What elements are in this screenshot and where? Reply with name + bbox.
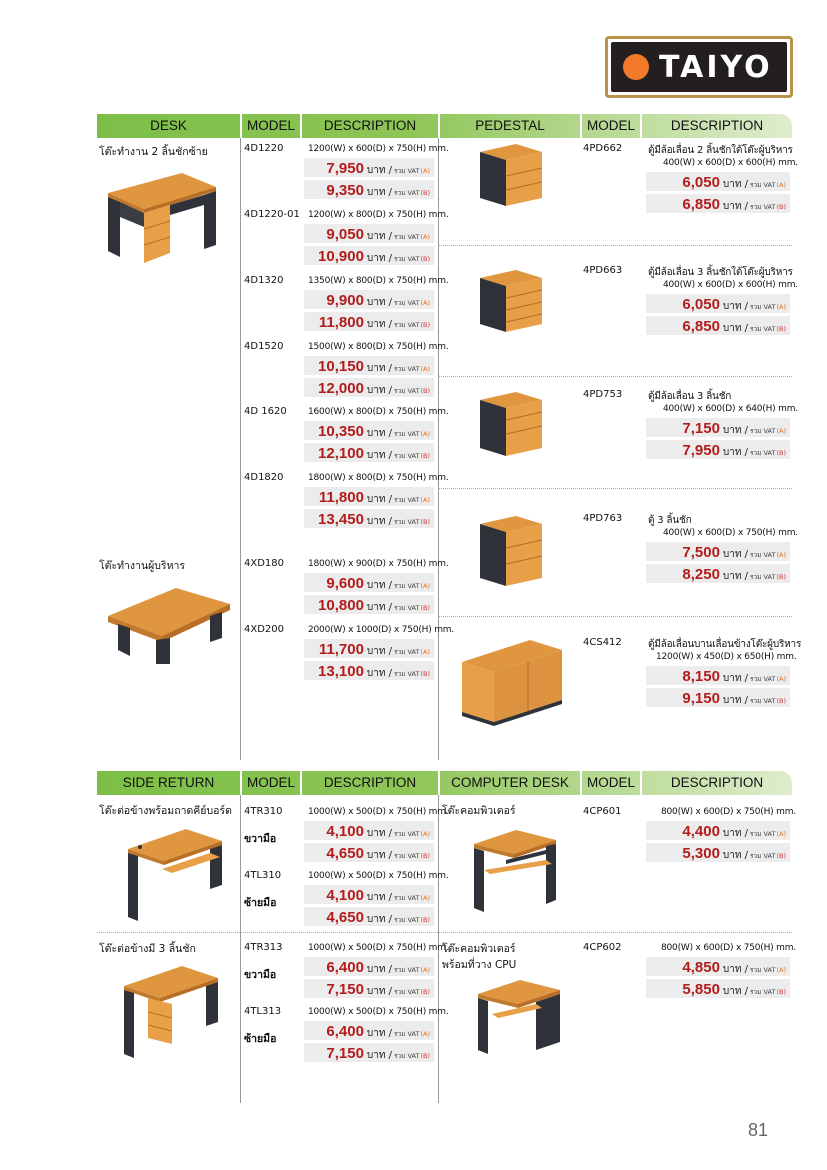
vat-code: (B) (420, 255, 430, 263)
pedestal-dimensions-4: 1200(W) x 450(D) x 650(H) mm. (656, 652, 797, 662)
taiyo-logo (605, 36, 793, 98)
logo-text: TAIYO (659, 49, 773, 85)
pedestal-price-b-2 (646, 440, 790, 460)
price-unit: บาท / (366, 1050, 393, 1061)
price-value: 13,450 (318, 511, 364, 528)
price-value: 9,350 (326, 182, 364, 199)
side-return-price-a-2 (304, 957, 434, 977)
side-return-dimensions-2: 1000(W) x 500(D) x 750(H) mm. (308, 943, 449, 953)
vat-code: (B) (420, 452, 430, 460)
vat-label: รวม VAT (750, 675, 776, 683)
vat-code: (A) (420, 430, 430, 438)
price-unit: บาท / (722, 828, 749, 839)
price-unit: บาท / (366, 363, 393, 374)
price-unit: บาท / (722, 201, 749, 212)
price-value: 4,650 (326, 909, 364, 926)
header-pedestal: PEDESTAL (475, 118, 545, 133)
vat-label: รวม VAT (394, 365, 420, 373)
price-unit: บาท / (722, 986, 749, 997)
vat-label: รวม VAT (394, 189, 420, 197)
side-return-keyboard-category-label: โต๊ะต่อข้างพร้อมถาดคีย์บอร์ด (99, 805, 232, 817)
vat-label: รวม VAT (394, 1052, 420, 1060)
desk-price-b-3 (304, 378, 434, 398)
side-return-side-2: ขวามือ (244, 969, 277, 981)
pedestal-model-3: 4PD763 (583, 513, 623, 524)
price-value: 7,150 (326, 981, 364, 998)
vat-code: (A) (420, 648, 430, 656)
desk-price-a-5 (304, 487, 434, 507)
side-return-model-3: 4TL313 (244, 1006, 282, 1017)
vat-code: (A) (776, 303, 786, 311)
price-value: 7,950 (326, 160, 364, 177)
computer-desk-model-1: 4CP602 (583, 942, 622, 953)
side-return-price-b-1 (304, 907, 434, 927)
header-model-4: MODEL (586, 775, 635, 790)
header-side-return: SIDE RETURN (122, 775, 215, 790)
vat-code: (A) (420, 582, 430, 590)
vat-label: รวม VAT (750, 449, 776, 457)
desk-dimensions-4: 1600(W) x 800(D) x 750(H) mm. (308, 407, 449, 417)
vat-label: รวม VAT (394, 255, 420, 263)
vat-label: รวม VAT (394, 299, 420, 307)
vat-code: (A) (776, 675, 786, 683)
vat-label: รวม VAT (394, 966, 420, 974)
price-unit: บาท / (366, 850, 393, 861)
vat-label: รวม VAT (750, 181, 776, 189)
desk-model-0: 4D1220 (244, 143, 284, 154)
price-value: 7,150 (682, 420, 720, 437)
vat-code: (B) (420, 988, 430, 996)
pedestal-model-1: 4PD663 (583, 265, 623, 276)
price-value: 7,950 (682, 442, 720, 459)
vat-code: (A) (776, 181, 786, 189)
vat-label: รวม VAT (394, 894, 420, 902)
pedestal-dimensions-3: 400(W) x 600(D) x 750(H) mm. (663, 528, 798, 538)
pedestal-model-0: 4PD662 (583, 143, 623, 154)
price-unit: บาท / (366, 253, 393, 264)
pedestal-dimensions-1: 400(W) x 600(D) x 600(H) mm. (663, 280, 798, 290)
desk-price-a-3 (304, 356, 434, 376)
vat-code: (A) (420, 1030, 430, 1038)
vat-label: รวม VAT (394, 430, 420, 438)
vat-code: (A) (420, 894, 430, 902)
vat-code: (B) (420, 387, 430, 395)
computer-desk-image (470, 826, 560, 916)
executive-desk-category-label: โต๊ะทำงานผู้บริหาร (99, 560, 186, 572)
vat-code: (B) (420, 604, 430, 612)
vat-code: (A) (420, 233, 430, 241)
pedestal-image-4PD753 (476, 390, 546, 462)
price-value: 6,400 (326, 1023, 364, 1040)
desk-dimensions-7: 2000(W) x 1000(D) x 750(H) mm. (308, 625, 455, 635)
desk-price-b-1 (304, 246, 434, 266)
price-value: 6,850 (682, 318, 720, 335)
side-return-side-1: ซ้ายมือ (244, 897, 277, 909)
pedestal-price-a-4 (646, 666, 790, 686)
pedestal-price-a-2 (646, 418, 790, 438)
price-unit: บาท / (366, 1028, 393, 1039)
desk-price-b-2 (304, 312, 434, 332)
pedestal-image-4PD662 (476, 142, 546, 212)
price-value: 4,850 (682, 959, 720, 976)
cabinet-image-4CS412 (460, 636, 565, 728)
vat-label: รวม VAT (394, 604, 420, 612)
vat-code: (A) (420, 496, 430, 504)
desk-price-a-1 (304, 224, 434, 244)
vat-label: รวม VAT (394, 916, 420, 924)
page-number: 81 (748, 1120, 769, 1140)
vat-label: รวม VAT (394, 452, 420, 460)
vat-code: (B) (776, 325, 786, 333)
price-unit: บาท / (366, 986, 393, 997)
price-unit: บาท / (366, 450, 393, 461)
pedestal-model-4: 4CS412 (583, 637, 622, 648)
price-value: 7,500 (682, 544, 720, 561)
pedestal-name-1: ตู้มีล้อเลื่อน 3 ลิ้นชักใต้โต๊ะผู้บริหาร (648, 267, 793, 278)
vat-code: (B) (776, 449, 786, 457)
price-value: 10,800 (318, 597, 364, 614)
price-unit: บาท / (366, 187, 393, 198)
vat-label: รวม VAT (394, 233, 420, 241)
pedestal-name-3: ตู้ 3 ลิ้นชัก (648, 515, 692, 526)
pedestal-price-a-3 (646, 542, 790, 562)
vat-label: รวม VAT (394, 988, 420, 996)
desk-dimensions-6: 1800(W) x 900(D) x 750(H) mm. (308, 559, 449, 569)
desk-model-2: 4D1320 (244, 275, 284, 286)
pedestal-price-a-0 (646, 172, 790, 192)
pedestal-name-2: ตู้มีล้อเลื่อน 3 ลิ้นชัก (648, 391, 732, 402)
side-return-price-b-3 (304, 1043, 434, 1063)
desk-price-a-7 (304, 639, 434, 659)
vat-code: (A) (776, 427, 786, 435)
side-return-price-a-3 (304, 1021, 434, 1041)
header-desk: DESK (150, 118, 187, 133)
price-value: 5,850 (682, 981, 720, 998)
header-description-4: DESCRIPTION (670, 775, 764, 790)
header-model-2: MODEL (586, 118, 635, 133)
price-unit: บาท / (366, 602, 393, 613)
price-value: 10,150 (318, 358, 364, 375)
price-value: 5,300 (682, 845, 720, 862)
header-model-3: MODEL (246, 775, 295, 790)
vat-label: รวม VAT (394, 670, 420, 678)
desk-model-7: 4XD200 (244, 624, 284, 635)
price-value: 4,100 (326, 823, 364, 840)
price-value: 8,150 (682, 668, 720, 685)
vat-code: (A) (420, 830, 430, 838)
computer-desk-model-0: 4CP601 (583, 806, 622, 817)
desk-dimensions-1: 1200(W) x 800(D) x 750(H) mm. (308, 210, 449, 220)
vat-code: (A) (420, 966, 430, 974)
price-unit: บาท / (366, 231, 393, 242)
price-unit: บาท / (722, 323, 749, 334)
side-return-side-3: ซ้ายมือ (244, 1033, 277, 1045)
price-value: 9,150 (682, 690, 720, 707)
vat-code: (A) (776, 551, 786, 559)
side-return-model-1: 4TL310 (244, 870, 282, 881)
desk-price-a-6 (304, 573, 434, 593)
price-unit: บาท / (366, 297, 393, 308)
computer-desk-dimensions-0: 800(W) x 600(D) x 750(H) mm. (661, 807, 796, 817)
vat-code: (B) (420, 670, 430, 678)
price-unit: บาท / (366, 668, 393, 679)
desk-model-5: 4D1820 (244, 472, 284, 483)
logo-orange-dot (623, 54, 649, 80)
computer-desk-cpu-category-label-2: พร้อมที่วาง CPU (442, 959, 517, 971)
price-value: 12,000 (318, 380, 364, 397)
price-value: 13,100 (318, 663, 364, 680)
vat-label: รวม VAT (750, 988, 776, 996)
computer-desk-price-b-0 (646, 843, 790, 863)
vat-label: รวม VAT (750, 203, 776, 211)
column-divider (240, 138, 241, 760)
price-unit: บาท / (722, 850, 749, 861)
vat-code: (B) (420, 189, 430, 197)
desk-model-4: 4D 1620 (244, 406, 287, 417)
price-unit: บาท / (366, 165, 393, 176)
price-value: 4,100 (326, 887, 364, 904)
pedestal-dimensions-0: 400(W) x 600(D) x 600(H) mm. (663, 158, 798, 168)
side-return-drawer-image (122, 962, 222, 1062)
vat-code: (B) (776, 203, 786, 211)
price-value: 12,100 (318, 445, 364, 462)
vat-label: รวม VAT (750, 427, 776, 435)
side-return-price-b-0 (304, 843, 434, 863)
vat-code: (A) (776, 830, 786, 838)
price-unit: บาท / (366, 646, 393, 657)
desk-dimensions-0: 1200(W) x 600(D) x 750(H) mm. (308, 144, 449, 154)
price-value: 9,600 (326, 575, 364, 592)
side-return-keyboard-image (126, 825, 226, 925)
column-divider (438, 138, 439, 760)
vat-label: รวม VAT (394, 496, 420, 504)
pedestal-price-b-4 (646, 688, 790, 708)
desk-price-b-7 (304, 661, 434, 681)
desk-price-b-4 (304, 443, 434, 463)
price-value: 6,050 (682, 296, 720, 313)
price-value: 9,050 (326, 226, 364, 243)
side-return-dimensions-0: 1000(W) x 500(D) x 750(H) mm. (308, 807, 449, 817)
computer-desk-price-b-1 (646, 979, 790, 999)
vat-code: (A) (420, 299, 430, 307)
header-description-2: DESCRIPTION (670, 118, 764, 133)
header-computer-desk: COMPUTER DESK (451, 775, 569, 790)
desk-dimensions-5: 1800(W) x 800(D) x 750(H) mm. (308, 473, 449, 483)
pedestal-image-4PD663 (476, 268, 546, 338)
price-unit: บาท / (366, 385, 393, 396)
vat-code: (A) (420, 365, 430, 373)
desk-price-a-2 (304, 290, 434, 310)
price-unit: บาท / (366, 516, 393, 527)
pedestal-price-b-0 (646, 194, 790, 214)
price-unit: บาท / (722, 695, 749, 706)
vat-code: (B) (420, 916, 430, 924)
vat-label: รวม VAT (394, 648, 420, 656)
vat-label: รวม VAT (750, 852, 776, 860)
vat-label: รวม VAT (750, 830, 776, 838)
side-return-price-b-2 (304, 979, 434, 999)
pedestal-dimensions-2: 400(W) x 600(D) x 640(H) mm. (663, 404, 798, 414)
vat-label: รวม VAT (750, 551, 776, 559)
computer-desk-price-a-0 (646, 821, 790, 841)
pedestal-price-b-3 (646, 564, 790, 584)
pedestal-price-b-1 (646, 316, 790, 336)
price-unit: บาท / (366, 914, 393, 925)
desk-dimensions-3: 1500(W) x 800(D) x 750(H) mm. (308, 342, 449, 352)
price-value: 11,700 (318, 641, 364, 658)
desk-dimensions-2: 1350(W) x 800(D) x 750(H) mm. (308, 276, 449, 286)
desk-price-b-0 (304, 180, 434, 200)
desk-price-b-5 (304, 509, 434, 529)
side-return-side-0: ขวามือ (244, 833, 277, 845)
price-value: 6,400 (326, 959, 364, 976)
header-description: DESCRIPTION (323, 118, 417, 133)
side-return-dimensions-3: 1000(W) x 500(D) x 750(H) mm. (308, 1007, 449, 1017)
price-value: 6,050 (682, 174, 720, 191)
executive-desk-image (104, 580, 234, 665)
price-unit: บาท / (722, 549, 749, 560)
price-unit: บาท / (366, 892, 393, 903)
vat-code: (B) (776, 852, 786, 860)
pedestal-price-a-1 (646, 294, 790, 314)
pedestal-name-4: ตู้มีล้อเลื่อนบานเลื่อนข้างโต๊ะผู้บริหาร (648, 639, 802, 650)
header-bar-bottom (97, 771, 792, 795)
computer-desk-price-a-1 (646, 957, 790, 977)
price-unit: บาท / (366, 319, 393, 330)
vat-code: (B) (420, 518, 430, 526)
desk-category-label: โต๊ะทำงาน 2 ลิ้นชักซ้าย (99, 146, 208, 158)
price-value: 8,250 (682, 566, 720, 583)
header-bar-top (97, 114, 792, 138)
side-return-model-2: 4TR313 (244, 942, 283, 953)
desk-price-b-6 (304, 595, 434, 615)
price-unit: บาท / (722, 571, 749, 582)
vat-label: รวม VAT (394, 167, 420, 175)
price-unit: บาท / (722, 301, 749, 312)
pedestal-model-2: 4PD753 (583, 389, 623, 400)
column-divider (240, 795, 241, 1103)
price-unit: บาท / (366, 494, 393, 505)
vat-label: รวม VAT (750, 966, 776, 974)
desk-price-a-0 (304, 158, 434, 178)
vat-code: (B) (420, 852, 430, 860)
desk-model-1: 4D1220-01 (244, 209, 300, 220)
vat-label: รวม VAT (394, 321, 420, 329)
desk-image (100, 165, 220, 265)
pedestal-image-4PD763 (476, 514, 546, 592)
price-unit: บาท / (722, 425, 749, 436)
vat-code: (B) (420, 1052, 430, 1060)
vat-code: (A) (420, 167, 430, 175)
vat-code: (B) (776, 573, 786, 581)
price-unit: บาท / (366, 828, 393, 839)
computer-desk-category-label: โต๊ะคอมพิวเตอร์ (442, 805, 516, 817)
computer-desk-cpu-category-label-1: โต๊ะคอมพิวเตอร์ (442, 943, 516, 955)
price-unit: บาท / (722, 447, 749, 458)
vat-label: รวม VAT (750, 573, 776, 581)
side-return-dimensions-1: 1000(W) x 500(D) x 750(H) mm. (308, 871, 449, 881)
desk-model-6: 4XD180 (244, 558, 284, 569)
price-value: 10,900 (318, 248, 364, 265)
vat-label: รวม VAT (394, 852, 420, 860)
price-value: 9,900 (326, 292, 364, 309)
header-description-3: DESCRIPTION (323, 775, 417, 790)
vat-label: รวม VAT (394, 830, 420, 838)
vat-label: รวม VAT (394, 1030, 420, 1038)
price-value: 6,850 (682, 196, 720, 213)
price-unit: บาท / (722, 964, 749, 975)
price-unit: บาท / (722, 673, 749, 684)
price-unit: บาท / (366, 428, 393, 439)
pedestal-name-0: ตู้มีล้อเลื่อน 2 ลิ้นชักใต้โต๊ะผู้บริหาร (648, 145, 793, 156)
price-value: 4,650 (326, 845, 364, 862)
header-model: MODEL (246, 118, 295, 133)
side-return-price-a-1 (304, 885, 434, 905)
price-value: 11,800 (318, 489, 364, 506)
desk-model-3: 4D1520 (244, 341, 284, 352)
vat-label: รวม VAT (750, 325, 776, 333)
vat-label: รวม VAT (750, 303, 776, 311)
price-value: 10,350 (318, 423, 364, 440)
vat-label: รวม VAT (394, 582, 420, 590)
desk-price-a-4 (304, 421, 434, 441)
price-unit: บาท / (722, 179, 749, 190)
vat-code: (B) (420, 321, 430, 329)
vat-code: (B) (776, 697, 786, 705)
vat-code: (A) (776, 966, 786, 974)
computer-desk-cpu-image (474, 976, 564, 1058)
vat-label: รวม VAT (394, 387, 420, 395)
price-unit: บาท / (366, 964, 393, 975)
side-return-model-0: 4TR310 (244, 806, 283, 817)
vat-label: รวม VAT (750, 697, 776, 705)
price-value: 11,800 (318, 314, 364, 331)
computer-desk-dimensions-1: 800(W) x 600(D) x 750(H) mm. (661, 943, 796, 953)
vat-code: (B) (776, 988, 786, 996)
side-return-drawer-category-label: โต๊ะต่อข้างมี 3 ลิ้นชัก (99, 943, 196, 955)
price-value: 4,400 (682, 823, 720, 840)
price-unit: บาท / (366, 580, 393, 591)
side-return-price-a-0 (304, 821, 434, 841)
vat-label: รวม VAT (394, 518, 420, 526)
price-value: 7,150 (326, 1045, 364, 1062)
